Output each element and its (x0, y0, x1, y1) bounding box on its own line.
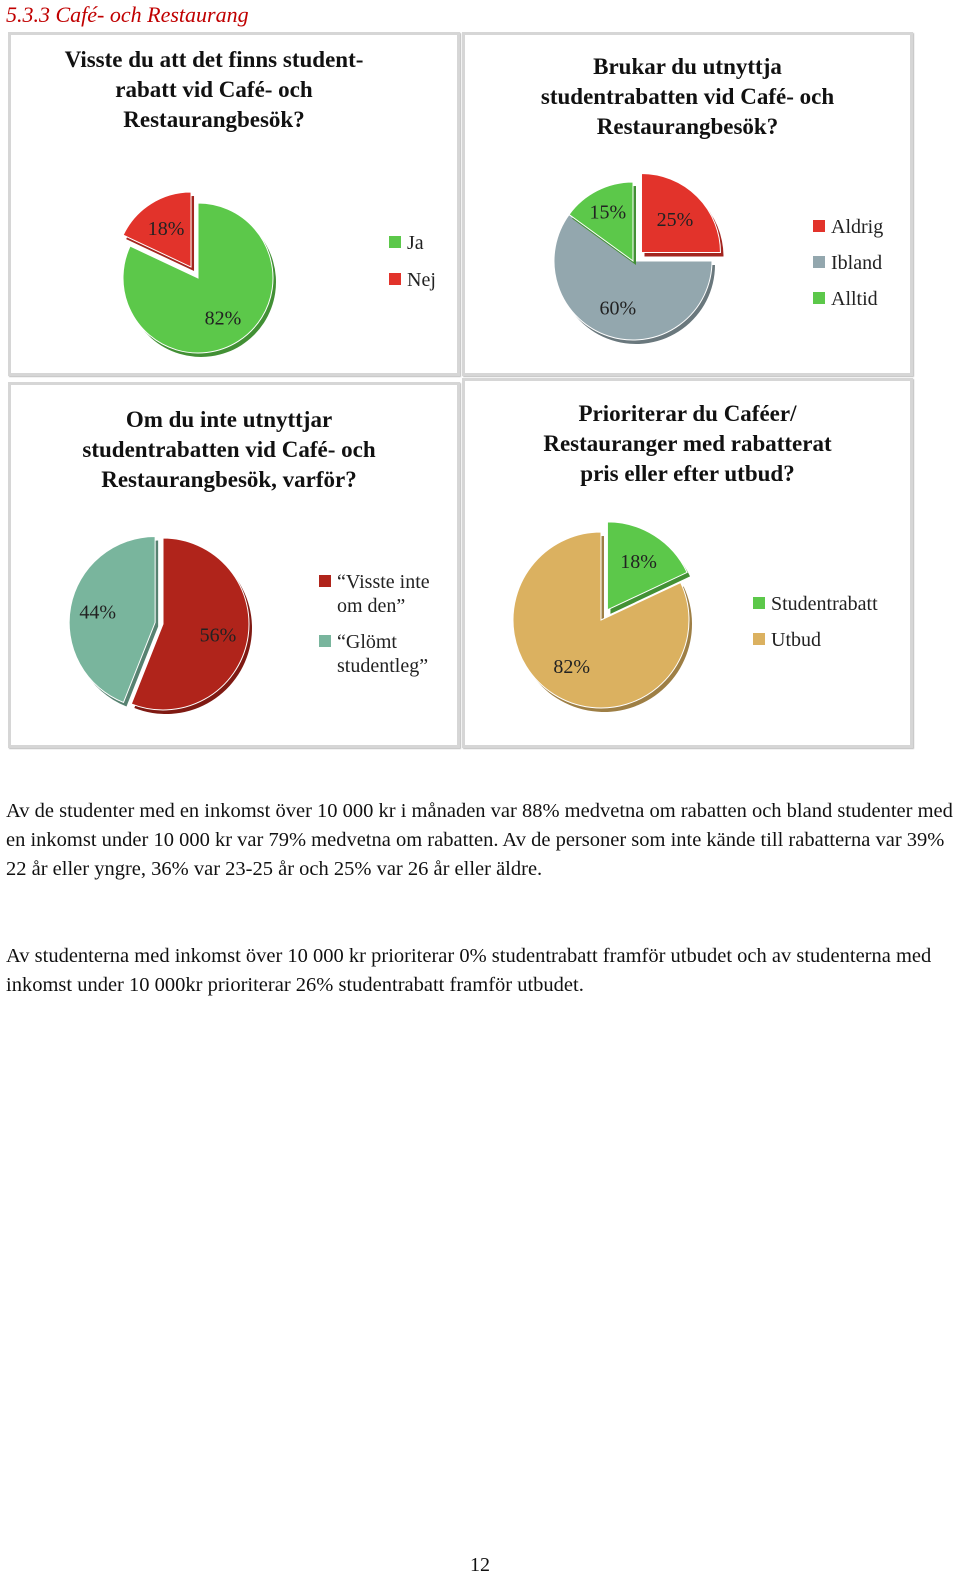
body-paragraph: Av studenterna med inkomst över 10 000 kr prioriterar 0% studentrabatt framför utbudet och av studenterna med inkomst under 10 000kr prioriterar 26% studentrabatt framför utbudet. (6, 945, 932, 996)
pie-chart (465, 35, 916, 379)
chart-panel-discount-usage (462, 32, 913, 376)
chart-title: Visste du att det finns student- rabatt vid Café- och Restaurangbesök? (64, 47, 364, 132)
body-paragraph: Av de studenter med en inkomst över 10 000 kr i månaden var 88% medvetna om rabatten och bland studenter med en inkomst under 10 000 kr var 79% medvetna om rabatten. Av de personer som inte kände till rabatterna var 39% 22 år eller yngre, 36% var 23-25 år och 25% var 26 år eller äldre. (6, 800, 953, 880)
legend-label: Ibland (831, 252, 883, 274)
page-number: 12 (470, 1554, 490, 1576)
pie-slice-label: 25% (656, 208, 694, 231)
chart-title: Prioriterar du Caféer/ Restauranger med rabatterat pris eller efter utbud? (543, 401, 832, 486)
legend-swatch (813, 292, 825, 304)
legend-label: Studentrabatt (771, 593, 878, 615)
legend-swatch (319, 575, 331, 587)
legend-item (319, 630, 430, 678)
legend-label: Alltid (831, 288, 878, 310)
legend-swatch (389, 273, 401, 285)
pie-slice-label: 18% (620, 550, 657, 573)
chart-panel-discount-vs-selection (462, 378, 913, 748)
pie-slice-label: 15% (589, 201, 627, 224)
legend-item (813, 251, 883, 275)
pie-slice-label: 82% (553, 656, 591, 679)
legend-item (753, 592, 878, 616)
legend-label: “Visste inte om den” (337, 571, 430, 617)
legend-item (813, 215, 883, 239)
chart-legend (813, 215, 883, 311)
chart-panel-student-discount-awareness (8, 32, 460, 376)
legend-swatch (389, 236, 401, 248)
section-heading: 5.3.3 Café- och Restaurang (6, 2, 249, 27)
pie-chart (465, 381, 916, 751)
pie-slice-label: 56% (199, 624, 237, 647)
pie-slice-label: 82% (204, 307, 242, 330)
legend-swatch (753, 633, 765, 645)
chart-legend (389, 231, 436, 292)
legend-label: Utbud (771, 629, 821, 651)
legend-label: Ja (407, 232, 424, 254)
pie-chart (11, 385, 463, 751)
pie-slice-label: 18% (147, 217, 185, 240)
pie-slice-label: 44% (79, 601, 117, 624)
chart-legend (753, 592, 878, 652)
legend-item (813, 287, 883, 311)
chart-panel-reasons-not-using (8, 382, 460, 748)
legend-item (389, 231, 436, 255)
legend-label: Aldrig (831, 216, 884, 238)
legend-item (319, 570, 430, 618)
legend-swatch (813, 256, 825, 268)
legend-label: Nej (407, 269, 436, 291)
legend-swatch (319, 635, 331, 647)
legend-label: “Glömt studentleg” (337, 631, 429, 677)
pie-slice-label: 60% (599, 297, 637, 320)
chart-legend (319, 570, 430, 678)
pie-chart (11, 35, 463, 379)
legend-swatch (813, 220, 825, 232)
legend-item (753, 628, 878, 652)
chart-title: Brukar du utnyttja studentrabatten vid Café- och Restaurangbesök? (540, 54, 835, 139)
legend-swatch (753, 597, 765, 609)
chart-title: Om du inte utnyttjar studentrabatten vid Café- och Restaurangbesök, varför? (82, 407, 376, 492)
legend-item (389, 268, 436, 292)
